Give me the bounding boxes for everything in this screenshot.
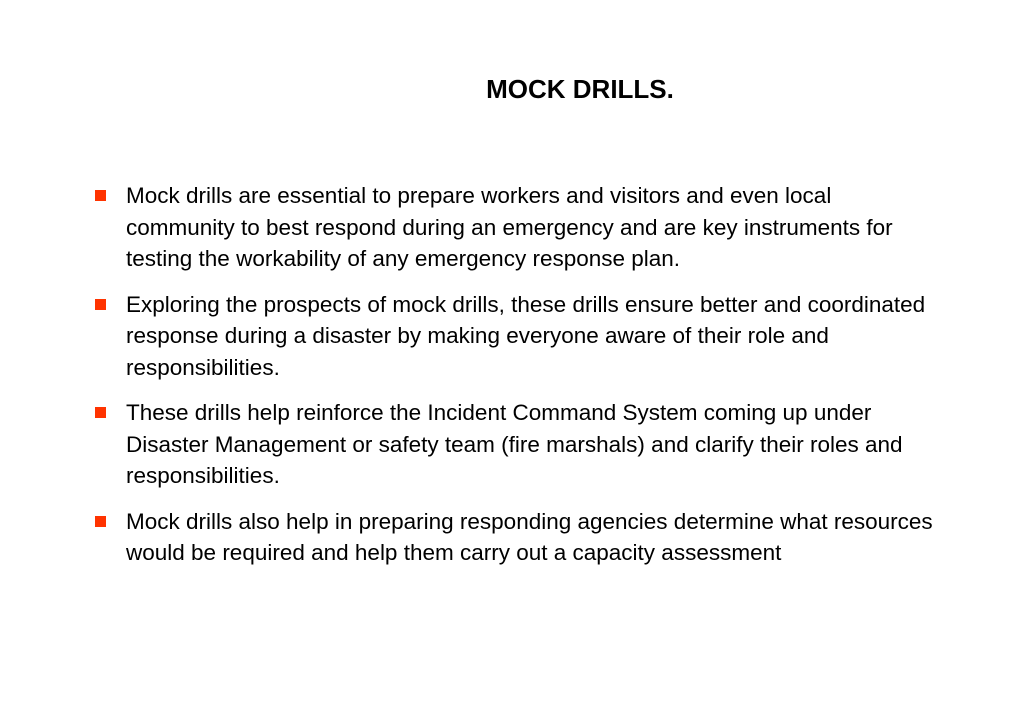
bullet-list	[95, 180, 945, 583]
list-item	[95, 397, 945, 492]
bullet-text: Mock drills also help in preparing responding agencies determine what resources would be required and help them carry out a capacity assessment	[126, 508, 933, 565]
list-item	[95, 506, 945, 569]
bullet-text: Mock drills are essential to prepare workers and visitors and even local community to best respond during an emergency and are key instruments for testing the workability of any emergency response plan.	[126, 183, 893, 271]
square-bullet-icon	[95, 516, 106, 527]
square-bullet-icon	[95, 190, 106, 201]
bullet-text: These drills help reinforce the Incident Command System coming up under Disaster Management or safety team (fire marshals) and clarify their roles and responsibilities.	[126, 400, 903, 488]
list-item	[95, 289, 945, 384]
slide-title: MOCK DRILLS.	[486, 74, 674, 104]
square-bullet-icon	[95, 407, 106, 418]
bullet-text: Exploring the prospects of mock drills, these drills ensure better and coordinated response during a disaster by making everyone aware of their role and responsibilities.	[126, 291, 926, 380]
list-item	[95, 180, 945, 275]
square-bullet-icon	[95, 299, 106, 310]
